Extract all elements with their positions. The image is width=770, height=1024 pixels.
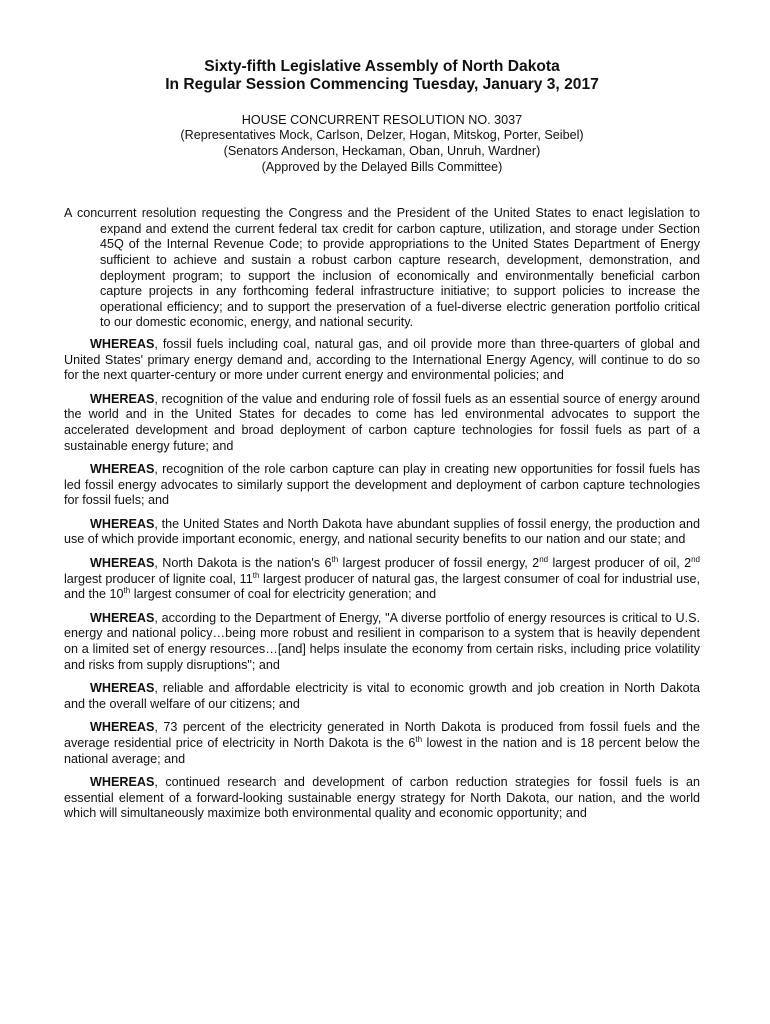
whereas-clause-2	[64, 392, 700, 454]
whereas-keyword: WHEREAS	[90, 391, 155, 406]
whereas-keyword: WHEREAS	[90, 681, 155, 696]
whereas-clause-7	[64, 681, 700, 712]
clause-text: largest producer of fossil energy, 2	[338, 556, 540, 571]
clause-text: , the United States and North Dakota have abundant supplies of fossil energy, the production and use of which provide important economic, energy, and national security benefits to our nation and our state; and	[64, 516, 700, 547]
senators-list: (Senators Anderson, Heckaman, Oban, Unruh, Wardner)	[223, 144, 541, 158]
clause-text: , recognition of the role carbon capture can play in creating new opportunities for fossil fuels has led fossil energy advocates to similarly support the development and deployment of carbon capture technologies for fossil fuels; and	[64, 462, 700, 508]
clause-text: largest producer of oil, 2	[548, 556, 692, 571]
ordinal-suffix: th	[123, 586, 131, 596]
whereas-clause-8	[64, 720, 700, 767]
whereas-keyword: WHEREAS	[90, 775, 155, 790]
resolution-intro: A concurrent resolution requesting the Congress and the President of the United States to enact legislation to expand and extend the current federal tax credit for carbon capture, utilization, and storage under Section 45Q of the Internal Revenue Code; to provide appropriations to the United States Department of Energy sufficient to achieve and sustain a robust carbon capture research, development, demonstration, and deployment program; to support the inclusion of economically and environmentally beneficial carbon capture projects in any forthcoming federal infrastructure initiative; to support policies to increase the operational efficiency; and to support the preservation of a fuel-diverse electric generation portfolio critical to our domestic economic, energy, and national security.	[64, 206, 700, 330]
ordinal-suffix: th	[415, 734, 423, 744]
clause-text: largest consumer of coal for electricity generation; and	[130, 587, 437, 602]
clause-text: , 73 percent of the electricity generated in North Dakota is produced from fossil fuels and the average residential price of electricity in North Dakota is the 6	[64, 720, 700, 750]
clause-text: , fossil fuels including coal, natural gas, and oil provide more than three-quarters of global and United States' primary energy demand and, according to the International Energy Agency, will continue to do so for the next quarter-century or more under current energy and environmental policies; and	[64, 336, 700, 383]
whereas-clause-4	[64, 517, 700, 548]
whereas-keyword: WHEREAS	[90, 610, 155, 625]
ordinal-suffix: th	[331, 554, 339, 564]
clause-text: lowest in the nation and is 18 percent below the national average; and	[64, 736, 700, 766]
title-line-2: In Regular Session Commencing Tuesday, January 3, 2017	[165, 76, 599, 94]
clause-text: largest producer of lignite coal, 11	[64, 571, 253, 586]
whereas-keyword: WHEREAS	[90, 462, 155, 477]
whereas-clause-6	[64, 611, 700, 673]
representatives-list: (Representatives Mock, Carlson, Delzer, Hogan, Mitskog, Porter, Seibel)	[180, 128, 584, 143]
whereas-clause-1	[64, 337, 700, 384]
clause-text: , according to the Department of Energy, "A diverse portfolio of energy resources is critical to U.S. energy and national policy…being more robust and resilient in comparison to a system that is heavily dependent on a limited set of energy resources…[and] helps insulate the economy from certain risks, including price volatility and risks from supply disruptions"; and	[64, 610, 700, 672]
ordinal-suffix: nd	[539, 554, 549, 564]
resolution-number: HOUSE CONCURRENT RESOLUTION NO. 3037	[241, 112, 523, 127]
whereas-clause-3	[64, 462, 700, 509]
clause-text: , North Dakota is the nation's 6	[154, 556, 332, 571]
ordinal-suffix: nd	[691, 554, 700, 564]
clause-text: largest producer of natural gas, the largest consumer of coal for industrial use, and the 10	[64, 571, 700, 602]
document-title	[64, 58, 700, 95]
clause-text: , reliable and affordable electricity is vital to economic growth and job creation in North Dakota and the overall welfare of our citizens; and	[64, 681, 700, 711]
approval-note: (Approved by the Delayed Bills Committee)	[261, 159, 503, 174]
whereas-keyword: WHEREAS	[90, 336, 155, 351]
resolution-header	[64, 113, 700, 175]
whereas-clause-9	[64, 775, 700, 822]
clause-text: , recognition of the value and enduring role of fossil fuels as an essential source of energy around the world and in the United States for decades to come has led environmental advocates to support the accelerated development and broad deployment of carbon capture technologies for fossil fuels as part of a sustainable energy future; and	[64, 391, 700, 453]
clause-text: , continued research and development of carbon reduction strategies for fossil fuels is an essential element of a forward-looking sustainable energy strategy for North Dakota, our nation, and the world which will simultaneously maximize both environmental quality and economic opportunity; and	[64, 775, 700, 821]
ordinal-suffix: th	[252, 570, 260, 580]
whereas-keyword: WHEREAS	[90, 516, 155, 531]
whereas-keyword: WHEREAS	[90, 720, 155, 735]
whereas-clause-5	[64, 556, 700, 603]
whereas-keyword: WHEREAS	[90, 556, 155, 571]
title-line-1: Sixty-fifth Legislative Assembly of North Dakota	[204, 58, 560, 75]
